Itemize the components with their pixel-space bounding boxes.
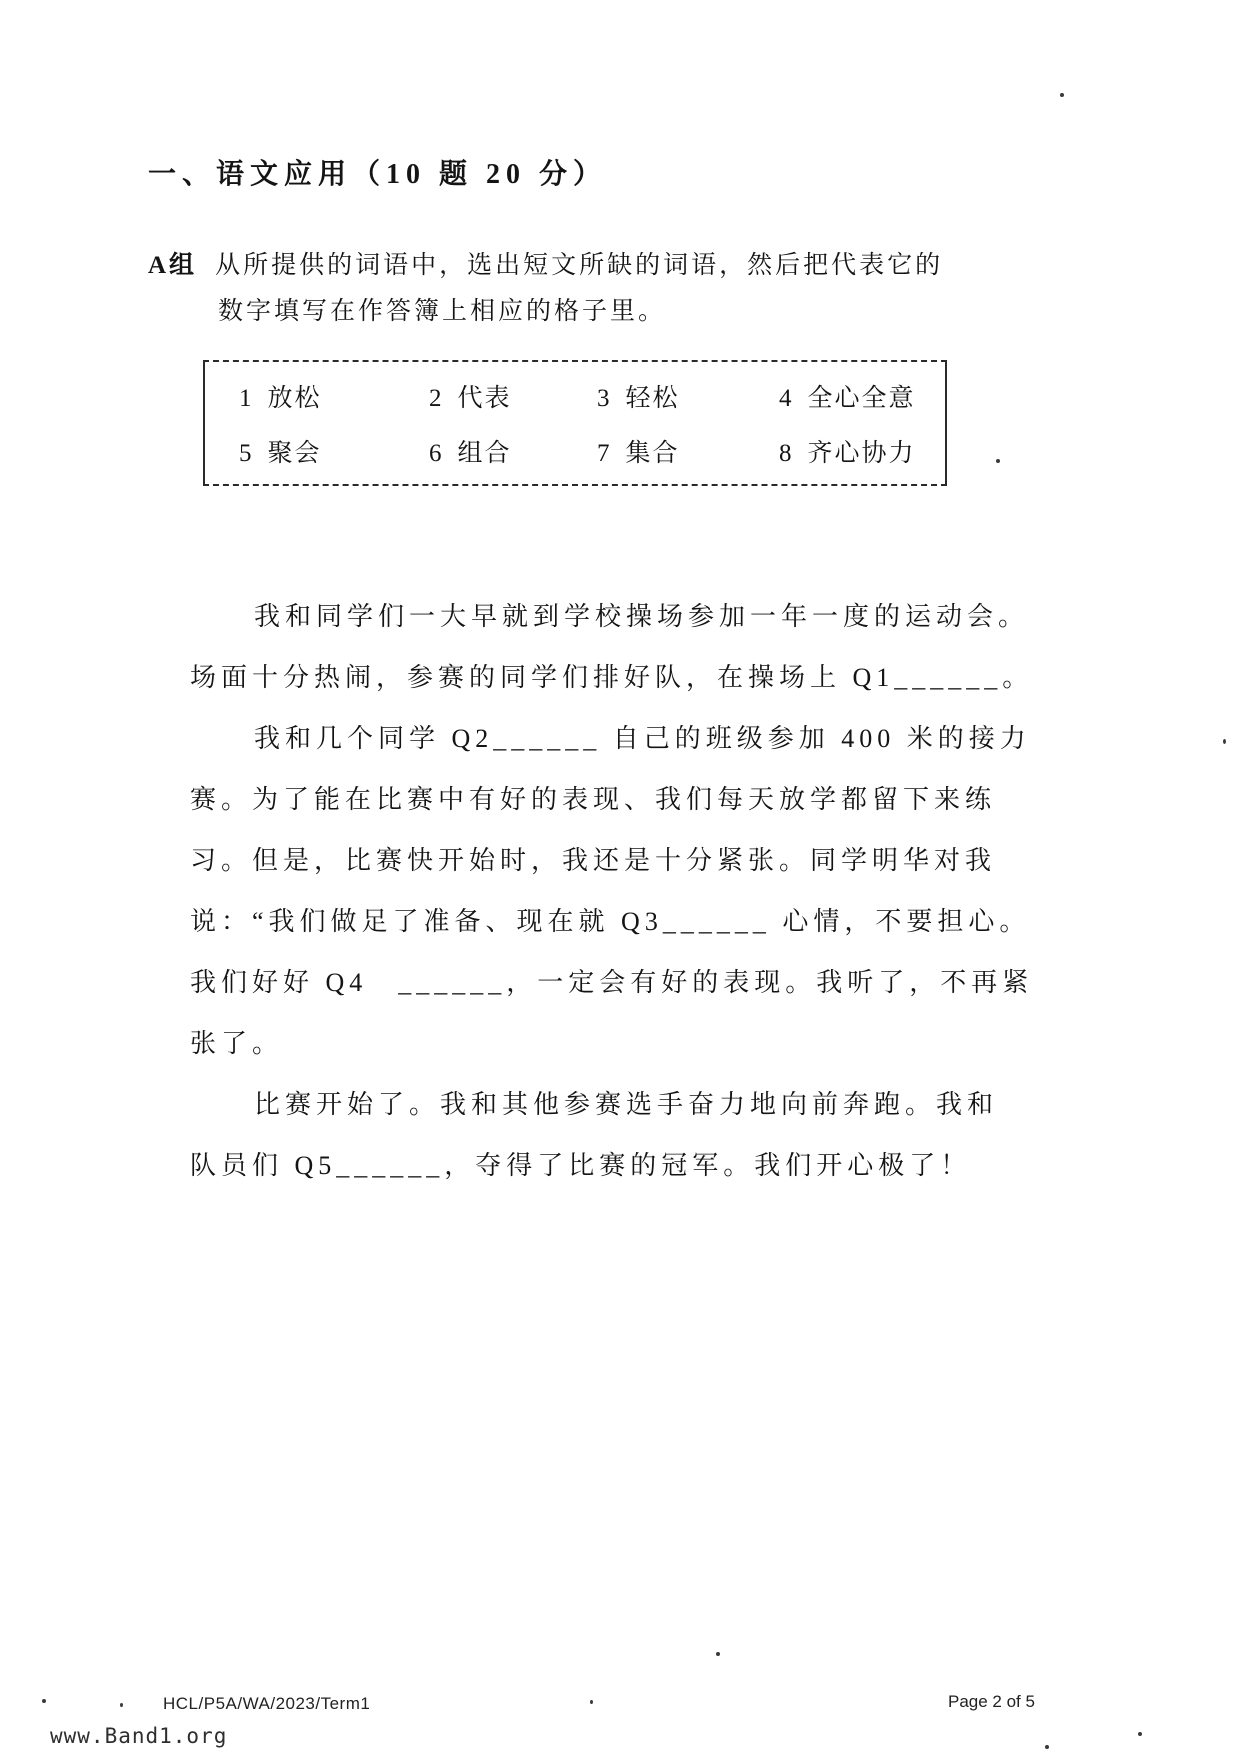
section-title: 一、语文应用（10 题 20 分） <box>148 159 608 190</box>
scan-speck <box>1060 93 1064 97</box>
scan-speck <box>120 1703 123 1707</box>
passage-line: 赛。为了能在比赛中有好的表现、我们每天放学都留下来练 <box>190 785 997 814</box>
passage-line: 队员们 Q5______，夺得了比赛的冠军。我们开心极了！ <box>190 1151 972 1180</box>
word-text: 集合 <box>625 439 680 467</box>
scan-speck <box>716 1652 720 1656</box>
passage-line: 说：“我们做足了准备、现在就 Q3______ 心情，不要担心。 <box>190 907 1031 936</box>
passage-line: 我和几个同学 Q2______ 自己的班级参加 400 米的接力 <box>254 724 1031 753</box>
word-text: 代表 <box>457 384 512 412</box>
instruction-line-2: 数字填写在作答簿上相应的格子里。 <box>218 298 667 325</box>
page-number: Page 2 of 5 <box>948 1692 1035 1711</box>
scan-speck <box>1138 1732 1142 1736</box>
word-bank-item <box>779 378 945 414</box>
word-bank-item <box>597 433 779 469</box>
word-number: 6 <box>429 439 444 467</box>
scan-speck <box>1223 739 1226 744</box>
word-text: 全心全意 <box>807 384 916 412</box>
passage-text <box>190 586 1034 1196</box>
instruction-line-1 <box>148 243 1008 289</box>
word-text: 放松 <box>267 384 322 412</box>
word-bank-item <box>779 433 945 469</box>
word-text: 聚会 <box>267 439 322 467</box>
word-text: 组合 <box>457 439 512 467</box>
word-text: 轻松 <box>625 384 680 412</box>
scan-speck <box>42 1699 46 1703</box>
section-a-label: A组 <box>148 252 198 279</box>
passage-line: 习。但是，比赛快开始时，我还是十分紧张。同学明华对我 <box>190 846 997 875</box>
word-number: 7 <box>597 439 612 467</box>
passage-line: 我和同学们一大早就到学校操场参加一年一度的运动会。 <box>254 602 1030 631</box>
passage-line: 我们好好 Q4 ______，一定会有好的表现。我听了，不再紧 <box>190 968 1034 997</box>
word-number: 4 <box>779 384 794 412</box>
scan-speck <box>996 459 1000 463</box>
section-a-instructions <box>148 243 1008 335</box>
word-number: 3 <box>597 384 612 412</box>
word-number: 1 <box>239 384 254 412</box>
word-bank-item <box>239 378 429 414</box>
passage-line: 场面十分热闹，参赛的同学们排好队，在操场上 Q1______。 <box>190 663 1034 692</box>
passage-line: 比赛开始了。我和其他参赛选手奋力地向前奔跑。我和 <box>254 1090 999 1119</box>
watermark-url: www.Band1.org <box>50 1724 228 1748</box>
word-number: 2 <box>429 384 444 412</box>
word-bank-box <box>203 360 947 486</box>
word-number: 8 <box>779 439 794 467</box>
word-bank-item <box>429 433 597 469</box>
word-number: 5 <box>239 439 254 467</box>
scan-speck <box>1045 1745 1049 1749</box>
passage-line: 张了。 <box>190 1029 284 1058</box>
word-text: 齐心协力 <box>807 439 916 467</box>
word-bank-item <box>239 433 429 469</box>
word-bank-item <box>597 378 779 414</box>
document-reference: HCL/P5A/WA/2023/Term1 <box>163 1694 371 1713</box>
instruction-text-1: 从所提供的词语中，选出短文所缺的词语，然后把代表它的 <box>215 252 944 279</box>
scan-speck <box>590 1700 593 1704</box>
word-bank-item <box>429 378 597 414</box>
